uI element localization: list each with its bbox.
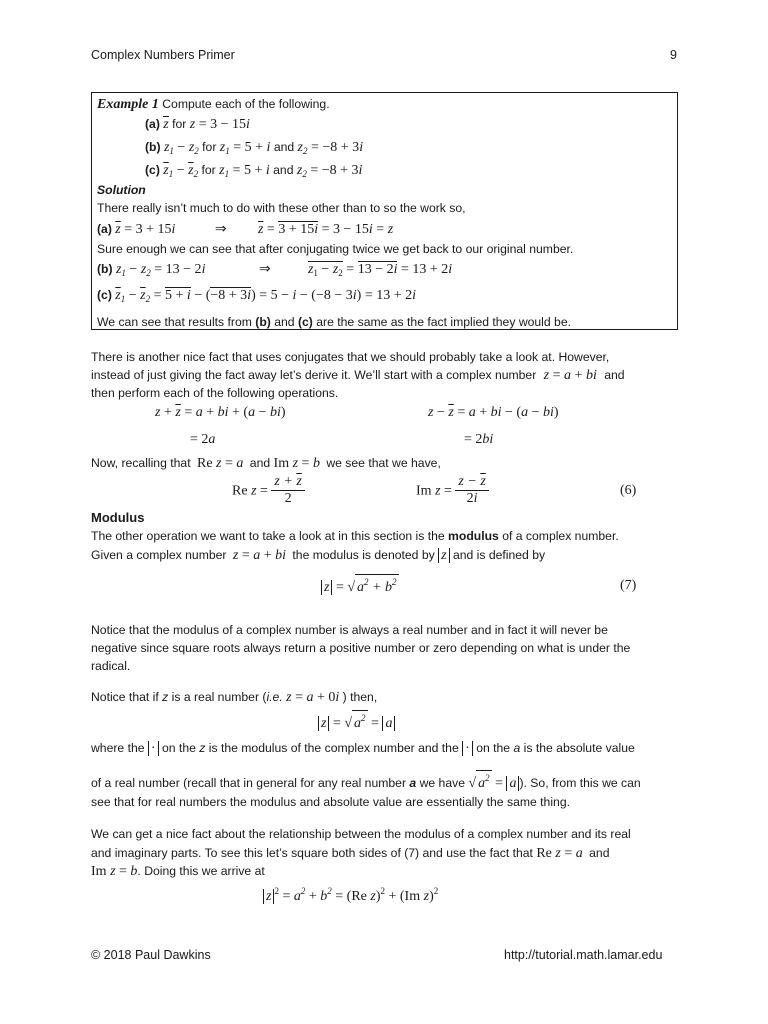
example-part-a: (a) $\overline{z}$ for z = 3 − 15i: [145, 117, 250, 132]
paragraph-1-line-3: then perform each of the following operations.: [91, 386, 339, 400]
solution-b: (b) $z_1 - z_2 = 13 - 2i$ ⇒ $z_1 - z_2 = 13 - 2i = 13 + 2i$: [97, 262, 453, 278]
equation-number-6: (6): [620, 483, 637, 498]
equation-number-7: (7): [620, 578, 637, 593]
footer-copyright: © 2018 Paul Dawkins: [91, 948, 211, 962]
paragraph-6-line-1: where the · on the z is the modulus of the complex number and the · on the a is the absolute value: [91, 741, 635, 756]
paragraph-7-line-3: Im z = b. Doing this we arrive at: [91, 864, 265, 879]
paragraph-1-line-2: instead of just giving the fact away let’s derive it. We’ll start with a complex number z = a + bi and: [91, 368, 625, 383]
footer-url[interactable]: http://tutorial.math.lamar.edu: [504, 948, 663, 962]
paragraph-5: Notice that if z is a real number (i.e. z = a + 0i ) then,: [91, 690, 378, 705]
example-part-c: (c) $\overline{z}_1 - \overline{z}_2$ for $z_1 = 5 + i$ and $z_2 = -8 + 3i$: [145, 163, 363, 179]
squared-modulus-equation: z $^2 = a^2 + b^2 = (Re$ z)$^2$ + (Im z)$^2$: [263, 886, 438, 905]
solution-sure-enough: Sure enough we can see that after conjugating twice we get back to our original number.: [97, 242, 574, 256]
sum-equation: $z + \overline{z} = a$ + bi + (a − bi): [155, 405, 286, 420]
modulus-intro-line-1: The other operation we want to take a look at in this section is the modulus of a complex number.: [91, 529, 619, 543]
page-number: 9: [670, 48, 677, 62]
modulus-intro-line-2: Given a complex number z = a + bi the modulus is denoted by z and is defined by: [91, 548, 546, 563]
example-conclusion: We can see that results from (b) and (c) are the same as the fact implied they would be.: [97, 315, 571, 329]
solution-c: (c) $\overline{z}_1 - \overline{z}_2 = 5 + i - (-8 + 3i) = 5 - i - (-8 - 3i) = 13 + 2i$: [97, 288, 416, 304]
paragraph-4-line-1: Notice that the modulus of a complex number is always a real number and in fact it will never be: [91, 623, 608, 637]
paragraph-7-line-1: We can get a nice fact about the relationship between the modulus of a complex number and its real: [91, 827, 631, 841]
paragraph-7-line-2: and imaginary parts. To see this let’s square both sides of (7) and use the fact that Re z = a and: [91, 846, 610, 861]
imaginary-part-formula: Im z = $\frac{z - \overline{z}}{2i}$: [416, 474, 489, 507]
modulus-heading: Modulus: [91, 510, 145, 525]
sum-result: = 2a: [190, 432, 216, 447]
example-intro: Compute each of the following.: [162, 97, 330, 111]
paragraph-6-line-2: of a real number (recall that in general for any real number a we have √ $a^2 = a$ ). So, from this we can: [91, 770, 641, 793]
solution-label: Solution: [97, 183, 146, 197]
difference-equation: $z - \overline{z} = a$ + bi − (a − bi): [428, 405, 559, 420]
paragraph-6-line-3: see that for real numbers the modulus and absolute value are essentially the same thing.: [91, 795, 570, 809]
example-title-line: [97, 95, 330, 114]
real-modulus-equation: z = √ $a^2 = a$: [318, 710, 395, 732]
paragraph-4-line-3: radical.: [91, 659, 131, 673]
example-part-b: (b) $z_1 - z_2$ for $z_1 = 5 + i$ and $z_2 = -8 + 3i$: [145, 140, 364, 156]
real-part-formula: Re z = $\frac{z + \overline{z}}{2}$: [232, 474, 305, 507]
paragraph-4-line-2: negative since square roots always return a positive number or zero depending on what is under the: [91, 641, 631, 655]
modulus-definition: z = √ $a^2 + b^2$: [321, 574, 399, 596]
difference-result: = 2bi: [464, 432, 494, 447]
recalling-line: Now, recalling that Re z = a and Im z = b we see that we have,: [91, 456, 441, 471]
solution-a: (a) $\overline{z} = 3 + 15i$ ⇒ $\overline{z} = 3 + 15i = 3 - 15i = z$: [97, 222, 394, 237]
example-title: Example 1: [97, 97, 159, 112]
solution-intro: There really isn’t much to do with these other than to so the work so,: [97, 201, 466, 215]
running-header: Complex Numbers Primer: [91, 48, 235, 62]
paragraph-1-line-1: There is another nice fact that uses conjugates that we should probably take a look at. However,: [91, 350, 610, 364]
